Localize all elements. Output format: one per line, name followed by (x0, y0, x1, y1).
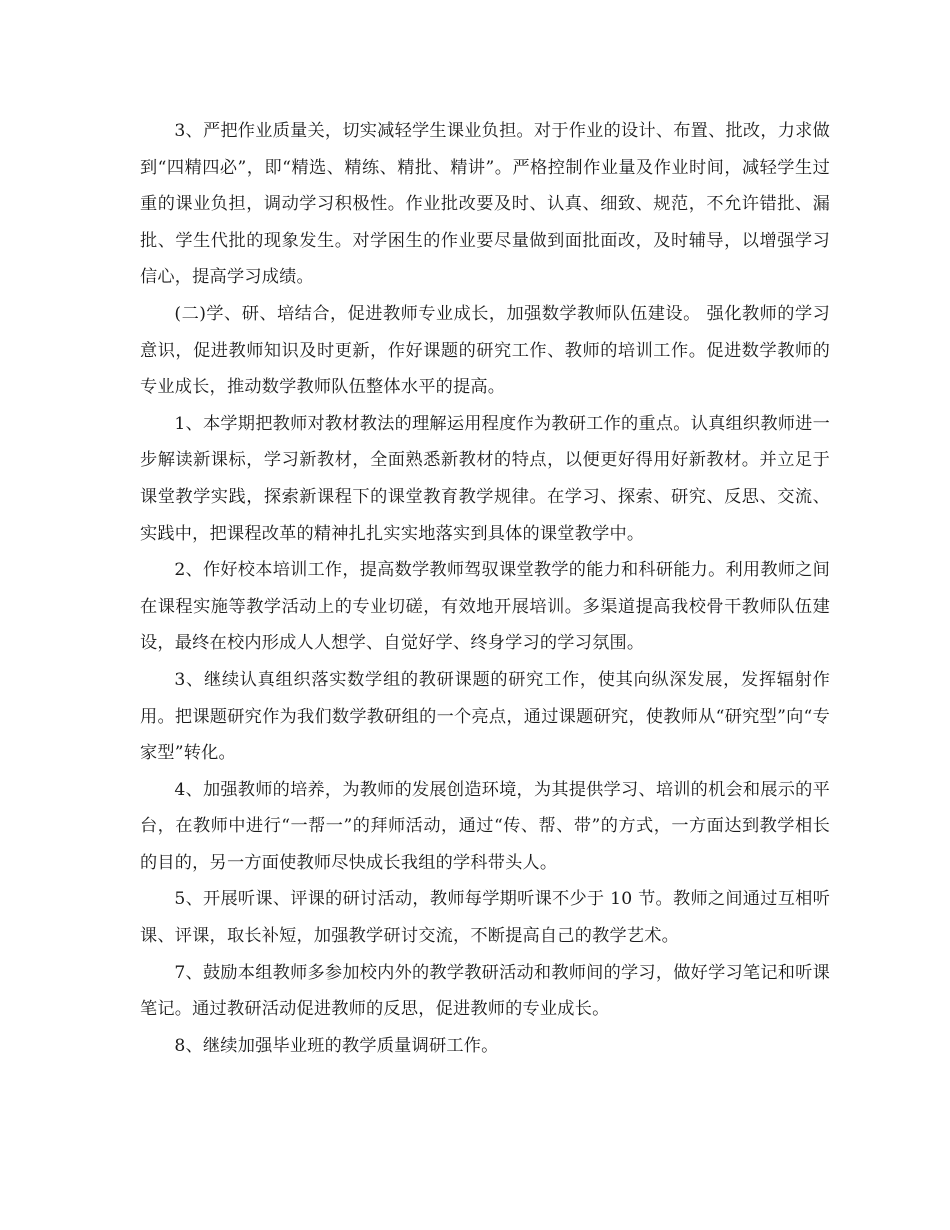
paragraph-item-4: 4、加强教师的培养，为教师的发展创造环境，为其提供学习、培训的机会和展示的平台，在教师中进行“一帮一”的拜师活动，通过“传、帮、带”的方式，一方面达到教学相长的目的，另一方面使教师尽快成长我组的学科带头人。 (140, 779, 830, 873)
paragraph-teacher-growth: (二)学、研、培结合，促进教师专业成长，加强数学教师队伍建设。 强化教师的学习意识，促进教师知识及时更新，作好课题的研究工作、教师的培训工作。促进数学教师的专业成长，推动数学教师队伍整体水平的提高。 (140, 303, 830, 398)
paragraph-item-3: 3、继续认真组织落实数学组的教研课题的研究工作，使其向纵深发展，发挥辐射作用。把课题研究作为我们数学教研组的一个亮点，通过课题研究，使教师从“研究型”向“专家型”转化。 (140, 669, 830, 764)
paragraph-item-2: 2、作好校本培训工作，提高数学教师驾驭课堂教学的能力和科研能力。利用教师之间在课程实施等教学活动上的专业切磋，有效地开展培训。多渠道提高我校骨干教师队伍建设，最终在校内形成人人想学、自觉好学、终身学习的学习氛围。 (140, 560, 830, 654)
paragraph-item-1: 1、本学期把教师对教材教法的理解运用程度作为教研工作的重点。认真组织教师进一步解读新课标，学习新教材，全面熟悉新教材的特点，以便更好得用好新教材。并立足于课堂教学实践，探索新课程下的课堂教育教学规律。在学习、探索、研究、反思、交流、实践中，把课程改革的精神扎扎实实地落实到具体的课堂教学中。 (140, 413, 830, 544)
paragraph-item-7: 7、鼓励本组教师多参加校内外的教学教研活动和教师间的学习，做好学习笔记和听课笔记。通过教研活动促进教师的反思，促进教师的专业成长。 (140, 962, 830, 1020)
paragraph-item-8: 8、继续加强毕业班的教学质量调研工作。 (174, 1035, 499, 1056)
paragraph-item-5: 5、开展听课、评课的研讨活动，教师每学期听课不少于 10 节。教师之间通过互相听课、评课，取长补短，加强教学研讨交流，不断提高自己的教学艺术。 (140, 889, 830, 947)
document-body (140, 113, 830, 1064)
paragraph-homework-quality: 3、严把作业质量关，切实减轻学生课业负担。对于作业的设计、布置、批改，力求做到“四精四必”，即“精选、精练、精批、精讲”。严格控制作业量及作业时间，减轻学生过重的课业负担，调动学习积极性。作业批改要及时、认真、细致、规范，不允许错批、漏批、学生代批的现象发生。对学困生的作业要尽量做到面批面改，及时辅导，以增强学习信心，提高学习成绩。 (140, 121, 830, 288)
